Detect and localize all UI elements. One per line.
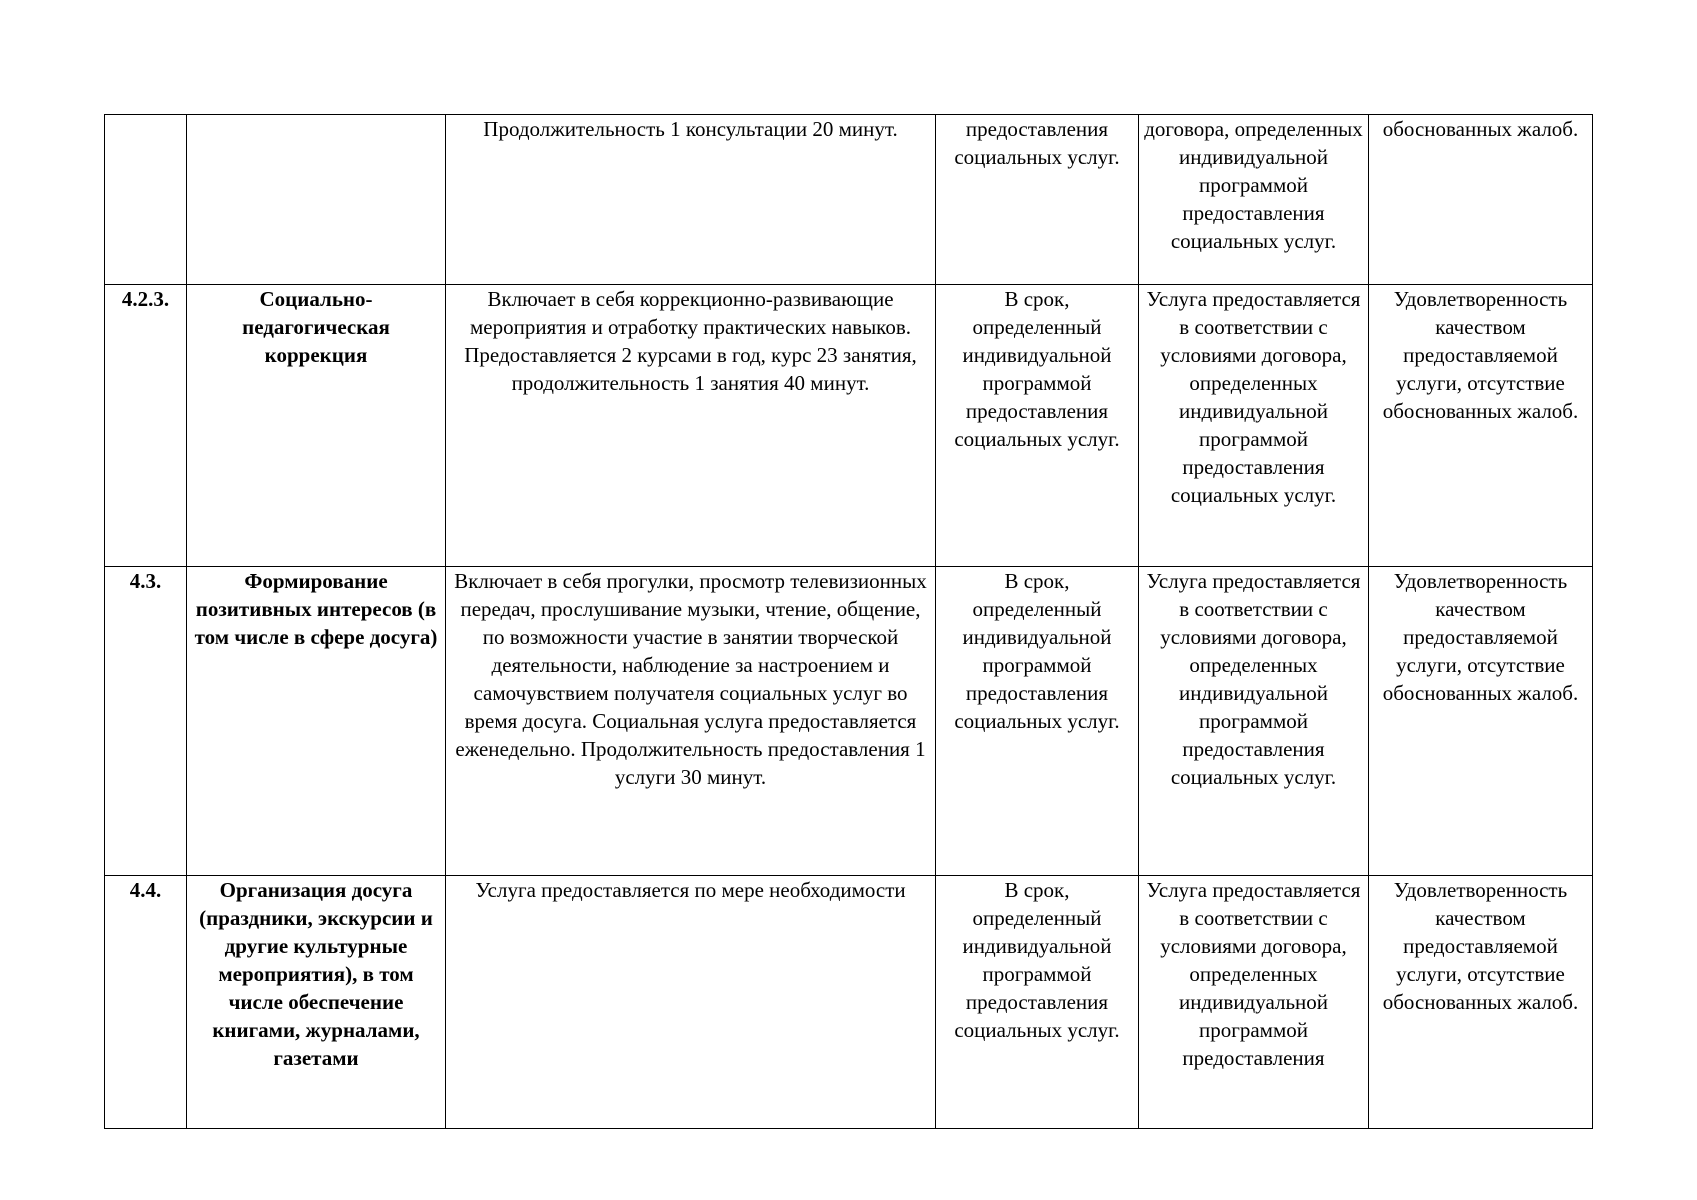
service-term: предоставления социальных услуг. (936, 115, 1139, 285)
service-name: Социально-педагогическая коррекция (187, 285, 446, 567)
service-name (187, 115, 446, 285)
service-quality: Удовлетворенность качеством предоставляемой услуги, отсутствие обоснованных жалоб. (1369, 285, 1593, 567)
table-row (105, 285, 1593, 567)
service-number: 4.3. (105, 567, 187, 876)
service-number: 4.4. (105, 876, 187, 1129)
table-row (105, 115, 1593, 285)
service-name: Организация досуга (праздники, экскурсии и другие культурные мероприятия), в том числе обеспечение книгами, журналами, газетами (187, 876, 446, 1129)
service-term: В срок, определенный индивидуальной программой предоставления социальных услуг. (936, 285, 1139, 567)
service-name: Формирование позитивных интересов (в том числе в сфере досуга) (187, 567, 446, 876)
service-term: В срок, определенный индивидуальной программой предоставления социальных услуг. (936, 567, 1139, 876)
service-description: Продолжительность 1 консультации 20 минут. (446, 115, 936, 285)
service-quality: обоснованных жалоб. (1369, 115, 1593, 285)
service-description: Включает в себя коррекционно-развивающие мероприятия и отработку практических навыков. Предоставляется 2 курсами в год, курс 23 занятия, продолжительность 1 занятия 40 минут. (446, 285, 936, 567)
service-description: Услуга предоставляется по мере необходимости (446, 876, 936, 1129)
service-conditions: Услуга предоставляется в соответствии с условиями договора, определенных индивидуальной программой предоставления (1139, 876, 1369, 1129)
service-number (105, 115, 187, 285)
service-conditions: договора, определенных индивидуальной программой предоставления социальных услуг. (1139, 115, 1369, 285)
table-row (105, 567, 1593, 876)
service-quality: Удовлетворенность качеством предоставляемой услуги, отсутствие обоснованных жалоб. (1369, 876, 1593, 1129)
service-quality: Удовлетворенность качеством предоставляемой услуги, отсутствие обоснованных жалоб. (1369, 567, 1593, 876)
service-description: Включает в себя прогулки, просмотр телевизионных передач, прослушивание музыки, чтение, общение, по возможности участие в занятии творческой деятельности, наблюдение за настроением и самочувствием получателя социальных услуг во время досуга. Социальная услуга предоставляется еженедельно. Продолжительность предоставления 1 услуги 30 минут. (446, 567, 936, 876)
service-conditions: Услуга предоставляется в соответствии с условиями договора, определенных индивидуальной программой предоставления социальных услуг. (1139, 285, 1369, 567)
service-number: 4.2.3. (105, 285, 187, 567)
service-conditions: Услуга предоставляется в соответствии с условиями договора, определенных индивидуальной программой предоставления социальных услуг. (1139, 567, 1369, 876)
table-row (105, 876, 1593, 1129)
services-table (104, 114, 1593, 1129)
service-term: В срок, определенный индивидуальной программой предоставления социальных услуг. (936, 876, 1139, 1129)
